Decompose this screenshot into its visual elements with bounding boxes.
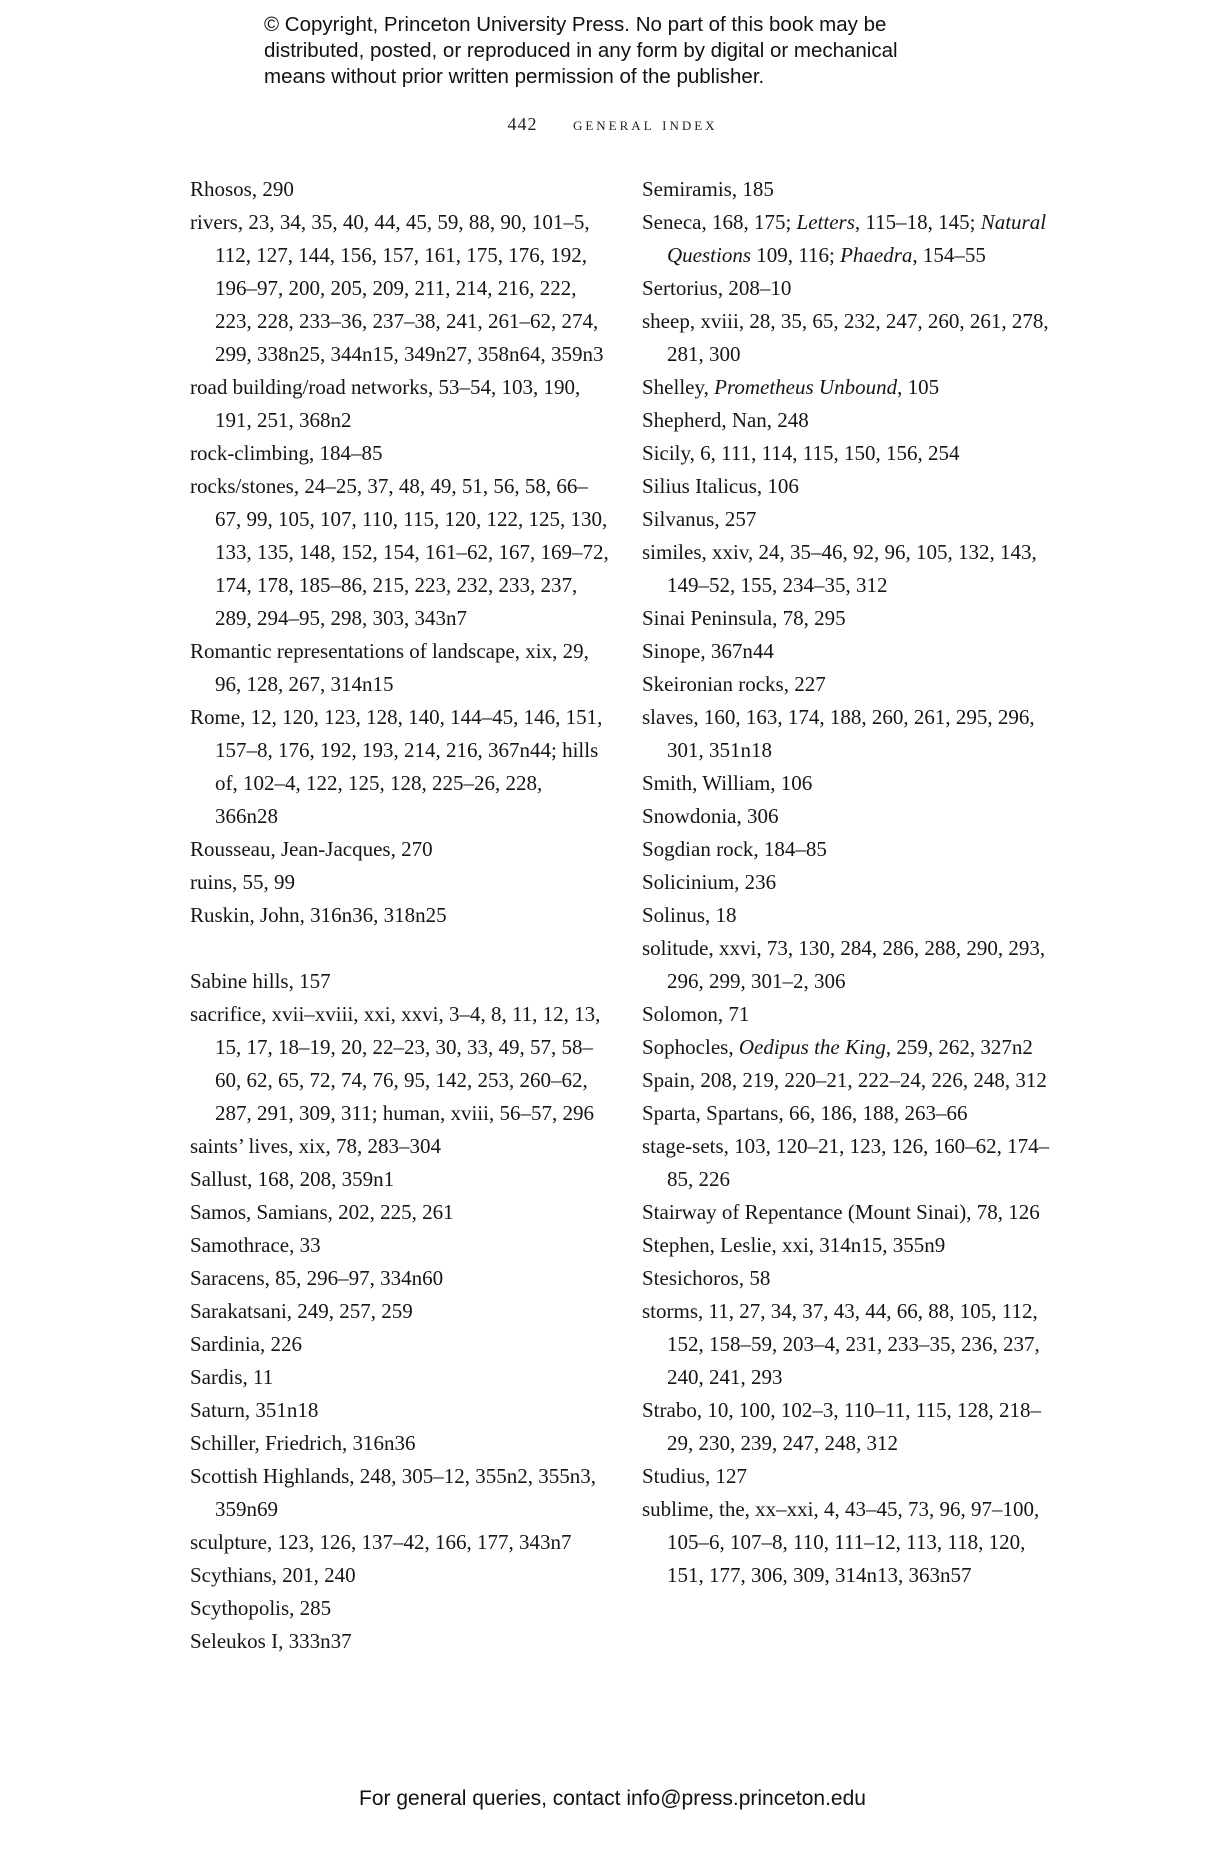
index-entry-text: similes, xxiv, 24, 35–46, 92, 96, 105, 132, 143, 149–52, 155, 234–35, 312 (642, 540, 1037, 597)
index-entry (190, 1196, 610, 1229)
index-entry-text: Rome, 12, 120, 123, 128, 140, 144–45, 146, 151, 157–8, 176, 192, 193, 214, 216, 367n44; hills of, 102–4, 122, 125, 128, 225–26, 228, 366n28 (190, 705, 603, 828)
index-entry-text: Scythians, 201, 240 (190, 1563, 356, 1587)
index-entry-text: Snowdonia, 306 (642, 804, 779, 828)
index-entry (642, 437, 1062, 470)
index-entry (642, 1130, 1062, 1196)
index-entry (642, 833, 1062, 866)
index-entry (642, 1295, 1062, 1394)
index-entry (190, 635, 610, 701)
index-entry (190, 1526, 610, 1559)
index-entry-text: , 105 (897, 375, 940, 399)
index-entry-text: Skeironian rocks, 227 (642, 672, 826, 696)
copyright-notice (264, 12, 984, 90)
index-entry-text: Sparta, Spartans, 66, 186, 188, 263–66 (642, 1101, 968, 1125)
index-entry (642, 767, 1062, 800)
index-entry (190, 1361, 610, 1394)
index-entry (642, 1064, 1062, 1097)
index-entry (642, 800, 1062, 833)
copyright-line: means without prior written permission of the publisher. (264, 65, 765, 88)
index-entry (642, 635, 1062, 668)
index-entry-text: sublime, the, xx–xxi, 4, 43–45, 73, 96, 97–100, 105–6, 107–8, 110, 111–12, 113, 118, 120, 151, 177, 306, 309, 314n13, 363n57 (642, 1497, 1040, 1587)
index-entry-text: Sallust, 168, 208, 359n1 (190, 1167, 395, 1191)
index-entry-text: ruins, 55, 99 (190, 870, 295, 894)
index-entry-text: Sertorius, 208–10 (642, 276, 792, 300)
index-entry-text: saints’ lives, xix, 78, 283–304 (190, 1134, 442, 1158)
index-entry-text: Seneca, 168, 175; (642, 210, 797, 234)
index-entry-text: 109, 116; (751, 243, 841, 267)
index-entry (642, 1229, 1062, 1262)
index-entry (190, 173, 610, 206)
copyright-line: distributed, posted, or reproduced in any form by digital or mechanical (264, 39, 898, 62)
index-entry-text: rock-climbing, 184–85 (190, 441, 383, 465)
index-entry (190, 1262, 610, 1295)
index-entry (642, 1097, 1062, 1130)
index-entry-text: , 154–55 (912, 243, 986, 267)
index-entry-text: Rhosos, 290 (190, 177, 294, 201)
index-entry (190, 1427, 610, 1460)
index-entry (642, 932, 1062, 998)
index-entry-title: Prometheus Unbound (714, 375, 898, 399)
index-entry-text: Scottish Highlands, 248, 305–12, 355n2, 355n3, 359n69 (190, 1464, 597, 1521)
index-entry (190, 833, 610, 866)
index-entry (642, 1460, 1062, 1493)
index-entry (190, 206, 610, 371)
index-entry-text: , 259, 262, 327n2 (885, 1035, 1033, 1059)
index-entry (642, 206, 1062, 272)
index-entry (642, 899, 1062, 932)
index-entry-text: Solomon, 71 (642, 1002, 750, 1026)
index-entry (190, 1625, 610, 1658)
index-entry (642, 470, 1062, 503)
index-entry (642, 602, 1062, 635)
index-entry (190, 371, 610, 437)
index-entry (190, 1229, 610, 1262)
index-entry-text: Studius, 127 (642, 1464, 748, 1488)
index-entry-text: Semiramis, 185 (642, 177, 774, 201)
index-entry (642, 668, 1062, 701)
index-entry-text: Sardinia, 226 (190, 1332, 302, 1356)
page-number: 442 (507, 114, 538, 134)
index-entry-text: road building/road networks, 53–54, 103, 190, 191, 251, 368n2 (190, 375, 581, 432)
index-entry-text: Silius Italicus, 106 (642, 474, 799, 498)
index-entry-text: Sardis, 11 (190, 1365, 274, 1389)
index-entry-title: Phaedra (840, 243, 913, 267)
index-entry (642, 998, 1062, 1031)
index-entry-text: Sabine hills, 157 (190, 969, 331, 993)
index-entry (190, 1295, 610, 1328)
index-entry (190, 998, 610, 1130)
index-entry (642, 866, 1062, 899)
index-entry-text: Solicinium, 236 (642, 870, 777, 894)
running-head (0, 114, 1225, 135)
index-entry-text: sculpture, 123, 126, 137–42, 166, 177, 343n7 (190, 1530, 572, 1554)
index-entry (190, 1559, 610, 1592)
index-entry-text: slaves, 160, 163, 174, 188, 260, 261, 295, 296, 301, 351n18 (642, 705, 1035, 762)
index-entry-text: Strabo, 10, 100, 102–3, 110–11, 115, 128, 218–29, 230, 239, 247, 248, 312 (642, 1398, 1041, 1455)
index-entry-text: Sogdian rock, 184–85 (642, 837, 827, 861)
index-entry-text: Seleukos I, 333n37 (190, 1629, 352, 1653)
index-entry-text: Sinope, 367n44 (642, 639, 774, 663)
index-entry-text: Samos, Samians, 202, 225, 261 (190, 1200, 454, 1224)
index-entry (642, 1394, 1062, 1460)
index-entry (190, 1592, 610, 1625)
index-entry-text: Stesichoros, 58 (642, 1266, 771, 1290)
footer-contact: For general queries, contact info@press.princeton.edu (359, 1787, 866, 1810)
index-entry-text: sheep, xviii, 28, 35, 65, 232, 247, 260, 261, 278, 281, 300 (642, 309, 1049, 366)
index-entry (190, 1460, 610, 1526)
index-entry-text: Smith, William, 106 (642, 771, 813, 795)
index-entry (642, 1262, 1062, 1295)
index-entry (190, 1130, 610, 1163)
index-entry-text: Saturn, 351n18 (190, 1398, 319, 1422)
index-entry (642, 305, 1062, 371)
index-entry-text: rivers, 23, 34, 35, 40, 44, 45, 59, 88, 90, 101–5, 112, 127, 144, 156, 157, 161, 175, 176, 192, 196–97, 200, 205, 209, 211, 214, 216, 222, 223, 228, 233–36, 237–38, 241, 261–62, 274, 299, 338n25, 344n15, 349n27, 358n64, 359n3 (190, 210, 604, 366)
index-entry (642, 1031, 1062, 1064)
index-entry (190, 899, 610, 932)
index-entry-text: Rousseau, Jean-Jacques, 270 (190, 837, 433, 861)
index-entry (190, 1328, 610, 1361)
index-entry-text: Shelley, (642, 375, 715, 399)
index-entry (642, 173, 1062, 206)
index-entry-title: Oedipus the King (738, 1035, 886, 1059)
index-entry-text: Ruskin, John, 316n36, 318n25 (190, 903, 447, 927)
index-entry-text: Solinus, 18 (642, 903, 737, 927)
index-entry-text: solitude, xxvi, 73, 130, 284, 286, 288, 290, 293, 296, 299, 301–2, 306 (642, 936, 1046, 993)
index-entry-title: Natural Questions (667, 210, 1047, 267)
index-entry-text: Stairway of Repentance (Mount Sinai), 78, 126 (642, 1200, 1040, 1224)
index-entry-text: Sicily, 6, 111, 114, 115, 150, 156, 254 (642, 441, 960, 465)
index-entry (642, 1196, 1062, 1229)
index-entry-text: storms, 11, 27, 34, 37, 43, 44, 66, 88, 105, 112, 152, 158–59, 203–4, 231, 233–35, 236, 237, 240, 241, 293 (642, 1299, 1040, 1389)
index-entry (190, 1163, 610, 1196)
index-entry-text: Saracens, 85, 296–97, 334n60 (190, 1266, 444, 1290)
index-entry-text: Sophocles, (642, 1035, 739, 1059)
index-entry-title: Letters (796, 210, 855, 234)
index-entry-text: Romantic representations of landscape, xix, 29, 96, 128, 267, 314n15 (190, 639, 589, 696)
index-entry-text: , 115–18, 145; (854, 210, 981, 234)
index-column-left (190, 173, 610, 1658)
copyright-line: © Copyright, Princeton University Press. No part of this book may be (264, 13, 887, 36)
index-entry (642, 272, 1062, 305)
index-entry-text: Samothrace, 33 (190, 1233, 321, 1257)
index-column-right (642, 173, 1062, 1592)
index-entry-text: Stephen, Leslie, xxi, 314n15, 355n9 (642, 1233, 946, 1257)
index-entry (642, 536, 1062, 602)
index-entry (642, 1493, 1062, 1592)
index-entry (190, 437, 610, 470)
index-entry (642, 404, 1062, 437)
index-entry (190, 701, 610, 833)
index-entry (190, 470, 610, 635)
index-entry (190, 1394, 610, 1427)
index-entry-text: Spain, 208, 219, 220–21, 222–24, 226, 248, 312 (642, 1068, 1047, 1092)
index-entry-text: Sarakatsani, 249, 257, 259 (190, 1299, 413, 1323)
index-entry-text: Scythopolis, 285 (190, 1596, 332, 1620)
index-entry (190, 965, 610, 998)
index-entry (642, 701, 1062, 767)
index-entry (642, 503, 1062, 536)
index-entry-text: sacrifice, xvii–xviii, xxi, xxvi, 3–4, 8, 11, 12, 13, 15, 17, 18–19, 20, 22–23, 30, 33, 49, 57, 58–60, 62, 65, 72, 74, 76, 95, 142, 253, 260–62, 287, 291, 309, 311; human, xviii, 56–57, 296 (190, 1002, 601, 1125)
index-entry (190, 866, 610, 899)
index-entry-text: stage-sets, 103, 120–21, 123, 126, 160–62, 174–85, 226 (642, 1134, 1050, 1191)
index-entry-text: Sinai Peninsula, 78, 295 (642, 606, 846, 630)
index-entry-text: rocks/stones, 24–25, 37, 48, 49, 51, 56, 58, 66–67, 99, 105, 107, 110, 115, 120, 122, 125, 130, 133, 135, 148, 152, 154, 161–62, 167, 169–72, 174, 178, 185–86, 215, 223, 232, 233, 237, 289, 294–95, 298, 303, 343n7 (190, 474, 609, 630)
index-entry (642, 371, 1062, 404)
index-entry-text: Shepherd, Nan, 248 (642, 408, 809, 432)
running-head-title: general index (572, 114, 718, 134)
index-entry-text: Silvanus, 257 (642, 507, 757, 531)
index-entry-text: Schiller, Friedrich, 316n36 (190, 1431, 416, 1455)
